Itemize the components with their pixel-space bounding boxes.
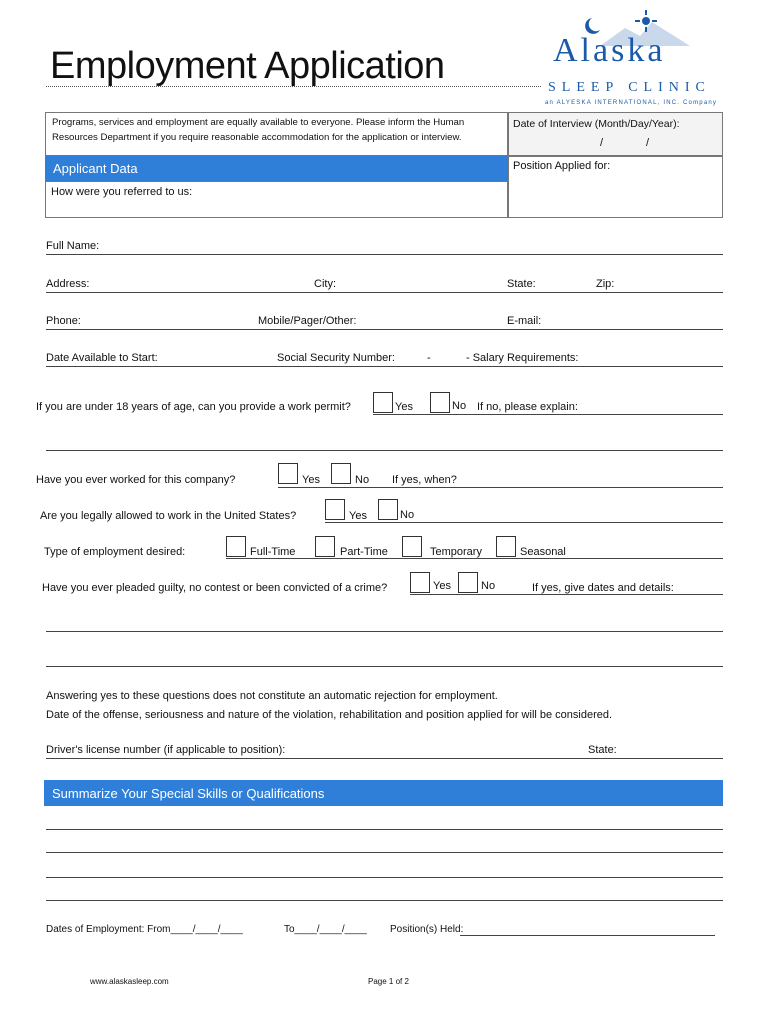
skills-line-1[interactable] (46, 829, 723, 830)
full-time-checkbox[interactable] (226, 536, 246, 557)
permit-question: If you are under 18 years of age, can you provide a work permit? (36, 401, 351, 413)
applicant-data-title: Applicant Data (53, 161, 138, 176)
mobile-label: Mobile/Pager/Other: (258, 315, 357, 327)
worked-question: Have you ever worked for this company? (36, 474, 236, 486)
address-label: Address: (46, 278, 90, 290)
license-label: Driver's license number (if applicable to position): (46, 744, 286, 756)
worked-yes-checkbox[interactable] (278, 463, 298, 484)
permit-no-checkbox[interactable] (430, 392, 450, 413)
city-label: City: (314, 278, 336, 290)
permit-explain-label: If no, please explain: (477, 401, 578, 413)
skills-header (44, 780, 723, 806)
permit-line-1[interactable] (373, 414, 723, 415)
temporary-checkbox[interactable] (402, 536, 422, 557)
employment-to[interactable]: To____/____/____ (284, 924, 367, 935)
skills-line-2[interactable] (46, 852, 723, 853)
legal-question: Are you legally allowed to work in the United States? (40, 510, 297, 522)
full-name-line[interactable] (46, 254, 723, 255)
email-label: E-mail: (507, 315, 542, 327)
full-time-label: Full-Time (250, 546, 296, 558)
full-name-label: Full Name: (46, 240, 100, 252)
logo-tagline: an ALYESKA INTERNATIONAL, INC. Company (545, 100, 718, 106)
phone-line[interactable] (46, 329, 723, 330)
date-available-line[interactable] (46, 366, 723, 367)
worked-no-checkbox[interactable] (331, 463, 351, 484)
logo-subtext: SLEEP CLINIC (548, 80, 711, 95)
part-time-label: Part-Time (340, 546, 388, 558)
phone-label: Phone: (46, 315, 81, 327)
page-title: Employment Application (50, 45, 445, 87)
notice-line-2: Resources Department if you require reasonable accommodation for the application or interview. (52, 132, 462, 143)
interview-label: Date of Interview (Month/Day/Year): (513, 118, 680, 130)
skills-line-4[interactable] (46, 900, 723, 901)
logo-text: Alaska (553, 32, 666, 69)
interview-slash-2: / (646, 137, 650, 149)
crime-no-label: No (481, 580, 496, 592)
legal-yes-label: Yes (349, 510, 367, 522)
license-line[interactable] (46, 758, 723, 759)
skills-title: Summarize Your Special Skills or Qualifications (52, 786, 325, 801)
permit-yes-label: Yes (395, 401, 413, 413)
worked-when-label: If yes, when? (392, 474, 457, 486)
legal-no-checkbox[interactable] (378, 499, 398, 520)
license-state-label: State: (588, 744, 617, 756)
date-available-label: Date Available to Start: (46, 352, 158, 364)
referred-label: How were you referred to us: (51, 186, 193, 198)
address-line[interactable] (46, 292, 723, 293)
skills-line-3[interactable] (46, 877, 723, 878)
temporary-label: Temporary (430, 546, 482, 558)
disclaimer-line-2: Date of the offense, seriousness and nature of the violation, rehabilitation and position applied for will be considered. (46, 709, 613, 721)
crime-line-3[interactable] (46, 666, 723, 667)
type-question: Type of employment desired: (44, 546, 186, 558)
worked-no-label: No (355, 474, 370, 486)
position-held-line[interactable] (460, 935, 715, 936)
salary-label: - Salary Requirements: (466, 352, 579, 364)
legal-line (325, 522, 723, 523)
crime-details-label: If yes, give dates and details: (532, 582, 674, 594)
crime-yes-checkbox[interactable] (410, 572, 430, 593)
permit-no-label: No (452, 400, 467, 412)
worked-line[interactable] (278, 487, 723, 488)
applicant-data-header (45, 156, 508, 181)
permit-yes-checkbox[interactable] (373, 392, 393, 413)
ssn-label: Social Security Number: (277, 352, 395, 364)
permit-line-2[interactable] (46, 450, 723, 451)
crime-line-1[interactable] (410, 594, 723, 595)
crime-line-2[interactable] (46, 631, 723, 632)
employment-from[interactable]: Dates of Employment: From____/____/____ (46, 924, 243, 935)
type-line (226, 558, 723, 559)
seasonal-label: Seasonal (520, 546, 566, 558)
notice-line-1: Programs, services and employment are equally available to everyone. Please inform the Human (52, 117, 465, 128)
crime-yes-label: Yes (433, 580, 451, 592)
crime-question: Have you ever pleaded guilty, no contest or been convicted of a crime? (42, 582, 388, 594)
position-held-label: Position(s) Held: (390, 924, 464, 935)
crime-no-checkbox[interactable] (458, 572, 478, 593)
footer-website: www.alaskasleep.com (90, 977, 169, 986)
ssn-dash-1: - (427, 352, 431, 364)
part-time-checkbox[interactable] (315, 536, 335, 557)
disclaimer-line-1: Answering yes to these questions does not constitute an automatic rejection for employment. (46, 690, 498, 702)
worked-yes-label: Yes (302, 474, 320, 486)
zip-label: Zip: (596, 278, 615, 290)
legal-yes-checkbox[interactable] (325, 499, 345, 520)
seasonal-checkbox[interactable] (496, 536, 516, 557)
state-label: State: (507, 278, 536, 290)
footer-page: Page 1 of 2 (368, 977, 409, 986)
title-underline (46, 86, 541, 87)
interview-slash-1: / (600, 137, 604, 149)
legal-no-label: No (400, 509, 415, 521)
position-label: Position Applied for: (513, 160, 611, 172)
